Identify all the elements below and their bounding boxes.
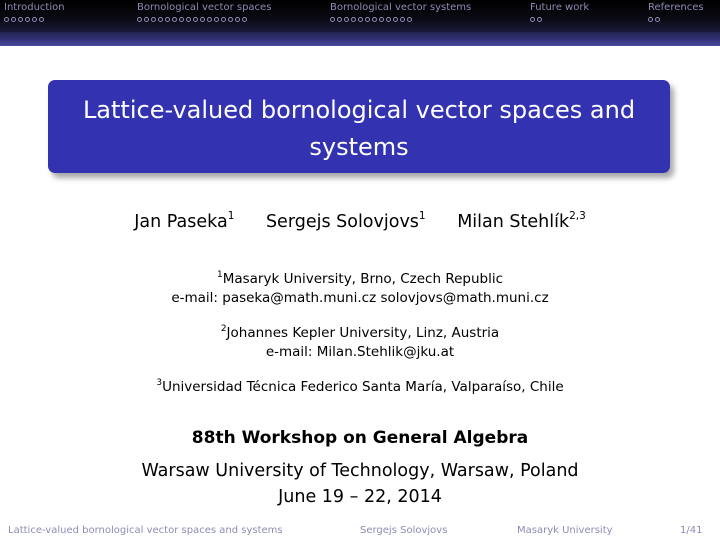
- affiliation-superscript: 2: [220, 324, 227, 334]
- nav-dot[interactable]: [228, 17, 233, 22]
- event-name: 88th Workshop on General Algebra: [191, 428, 529, 448]
- affiliation-text: Johannes Kepler University, Linz, Austria: [226, 325, 500, 341]
- author-paseka: [134, 212, 234, 232]
- nav-dot[interactable]: [11, 17, 16, 22]
- author-superscript: 2,3: [569, 210, 586, 222]
- affiliation-name: [0, 270, 720, 289]
- nav-dot[interactable]: [400, 17, 405, 22]
- affiliation-superscript: 3: [156, 378, 163, 388]
- nav-gradient-band: [0, 32, 720, 46]
- nav-dot[interactable]: [179, 17, 184, 22]
- author-name: Jan Paseka: [134, 212, 228, 232]
- author-solovjovs: [266, 212, 426, 232]
- nav-dot[interactable]: [32, 17, 37, 22]
- nav-dot[interactable]: [344, 17, 349, 22]
- nav-dot[interactable]: [365, 17, 370, 22]
- footer-institution: Masaryk University: [517, 525, 613, 536]
- title-box: [48, 80, 670, 173]
- nav-dot[interactable]: [172, 17, 177, 22]
- presentation-title: Lattice-valued bornological vector spaces and systems: [82, 96, 636, 161]
- nav-dot[interactable]: [235, 17, 240, 22]
- affiliation-1: [0, 270, 720, 308]
- nav-section-label[interactable]: Bornological vector spaces: [137, 2, 272, 13]
- nav-section-label[interactable]: Future work: [530, 2, 590, 13]
- nav-dot[interactable]: [186, 17, 191, 22]
- author-list: [0, 212, 720, 232]
- nav-section-label[interactable]: Bornological vector systems: [330, 2, 472, 13]
- nav-dot[interactable]: [407, 17, 412, 22]
- nav-dot[interactable]: [165, 17, 170, 22]
- affiliation-text: Universidad Técnica Federico Santa María, Valparaíso, Chile: [162, 379, 564, 395]
- footer-bar: [0, 522, 720, 541]
- footer-speaker: Sergejs Solovjovs: [360, 525, 448, 536]
- affiliation-email: e-mail: paseka@math.muni.cz solovjovs@math.muni.cz: [171, 290, 549, 306]
- affiliation-text: Masaryk University, Brno, Czech Republic: [222, 271, 504, 287]
- nav-dot[interactable]: [158, 17, 163, 22]
- nav-dot[interactable]: [193, 17, 198, 22]
- footer-page-number: 1/41: [680, 525, 703, 536]
- venue-date: June 19 – 22, 2014: [278, 487, 442, 507]
- nav-dot[interactable]: [207, 17, 212, 22]
- nav-section-introduction[interactable]: [4, 2, 65, 13]
- nav-dot[interactable]: [372, 17, 377, 22]
- author-name: Sergejs Solovjovs: [265, 212, 419, 232]
- nav-dot[interactable]: [137, 17, 142, 22]
- nav-dot[interactable]: [379, 17, 384, 22]
- author-superscript: 1: [227, 210, 235, 222]
- nav-dot[interactable]: [655, 17, 660, 22]
- footer-title: Lattice-valued bornological vector spaces and systems: [8, 525, 283, 536]
- affiliation-superscript: 1: [216, 270, 223, 280]
- author-stehlik: [457, 212, 586, 232]
- nav-dot[interactable]: [537, 17, 542, 22]
- venue-location: Warsaw University of Technology, Warsaw, Poland: [141, 461, 579, 481]
- nav-dot[interactable]: [351, 17, 356, 22]
- affiliation-name: [0, 324, 720, 343]
- affiliation-2: [0, 324, 720, 362]
- nav-dot[interactable]: [4, 17, 9, 22]
- nav-dot[interactable]: [200, 17, 205, 22]
- nav-dot[interactable]: [386, 17, 391, 22]
- nav-section-future-work[interactable]: [530, 2, 589, 13]
- nav-section-label[interactable]: References: [648, 2, 704, 13]
- navigation-bar: [0, 0, 720, 32]
- nav-dot[interactable]: [393, 17, 398, 22]
- nav-dot[interactable]: [358, 17, 363, 22]
- nav-section-label[interactable]: Introduction: [4, 2, 65, 13]
- nav-dot[interactable]: [214, 17, 219, 22]
- affiliation-name: [0, 378, 720, 397]
- nav-section-references[interactable]: [648, 2, 704, 13]
- nav-dot[interactable]: [25, 17, 30, 22]
- nav-dot[interactable]: [144, 17, 149, 22]
- nav-dot[interactable]: [39, 17, 44, 22]
- nav-dot[interactable]: [337, 17, 342, 22]
- nav-dot[interactable]: [221, 17, 226, 22]
- nav-section-bornological-vector-spaces[interactable]: [137, 2, 271, 13]
- nav-dot[interactable]: [242, 17, 247, 22]
- nav-dot[interactable]: [151, 17, 156, 22]
- affiliation-email: e-mail: Milan.Stehlik@jku.at: [265, 344, 455, 360]
- nav-dot[interactable]: [330, 17, 335, 22]
- venue: [0, 458, 720, 510]
- nav-dot[interactable]: [530, 17, 535, 22]
- nav-section-bornological-vector-systems[interactable]: [330, 2, 471, 13]
- author-name: Milan Stehlík: [457, 212, 570, 232]
- nav-dot[interactable]: [648, 17, 653, 22]
- affiliation-3: [0, 378, 720, 397]
- author-superscript: 1: [418, 210, 426, 222]
- nav-dot[interactable]: [18, 17, 23, 22]
